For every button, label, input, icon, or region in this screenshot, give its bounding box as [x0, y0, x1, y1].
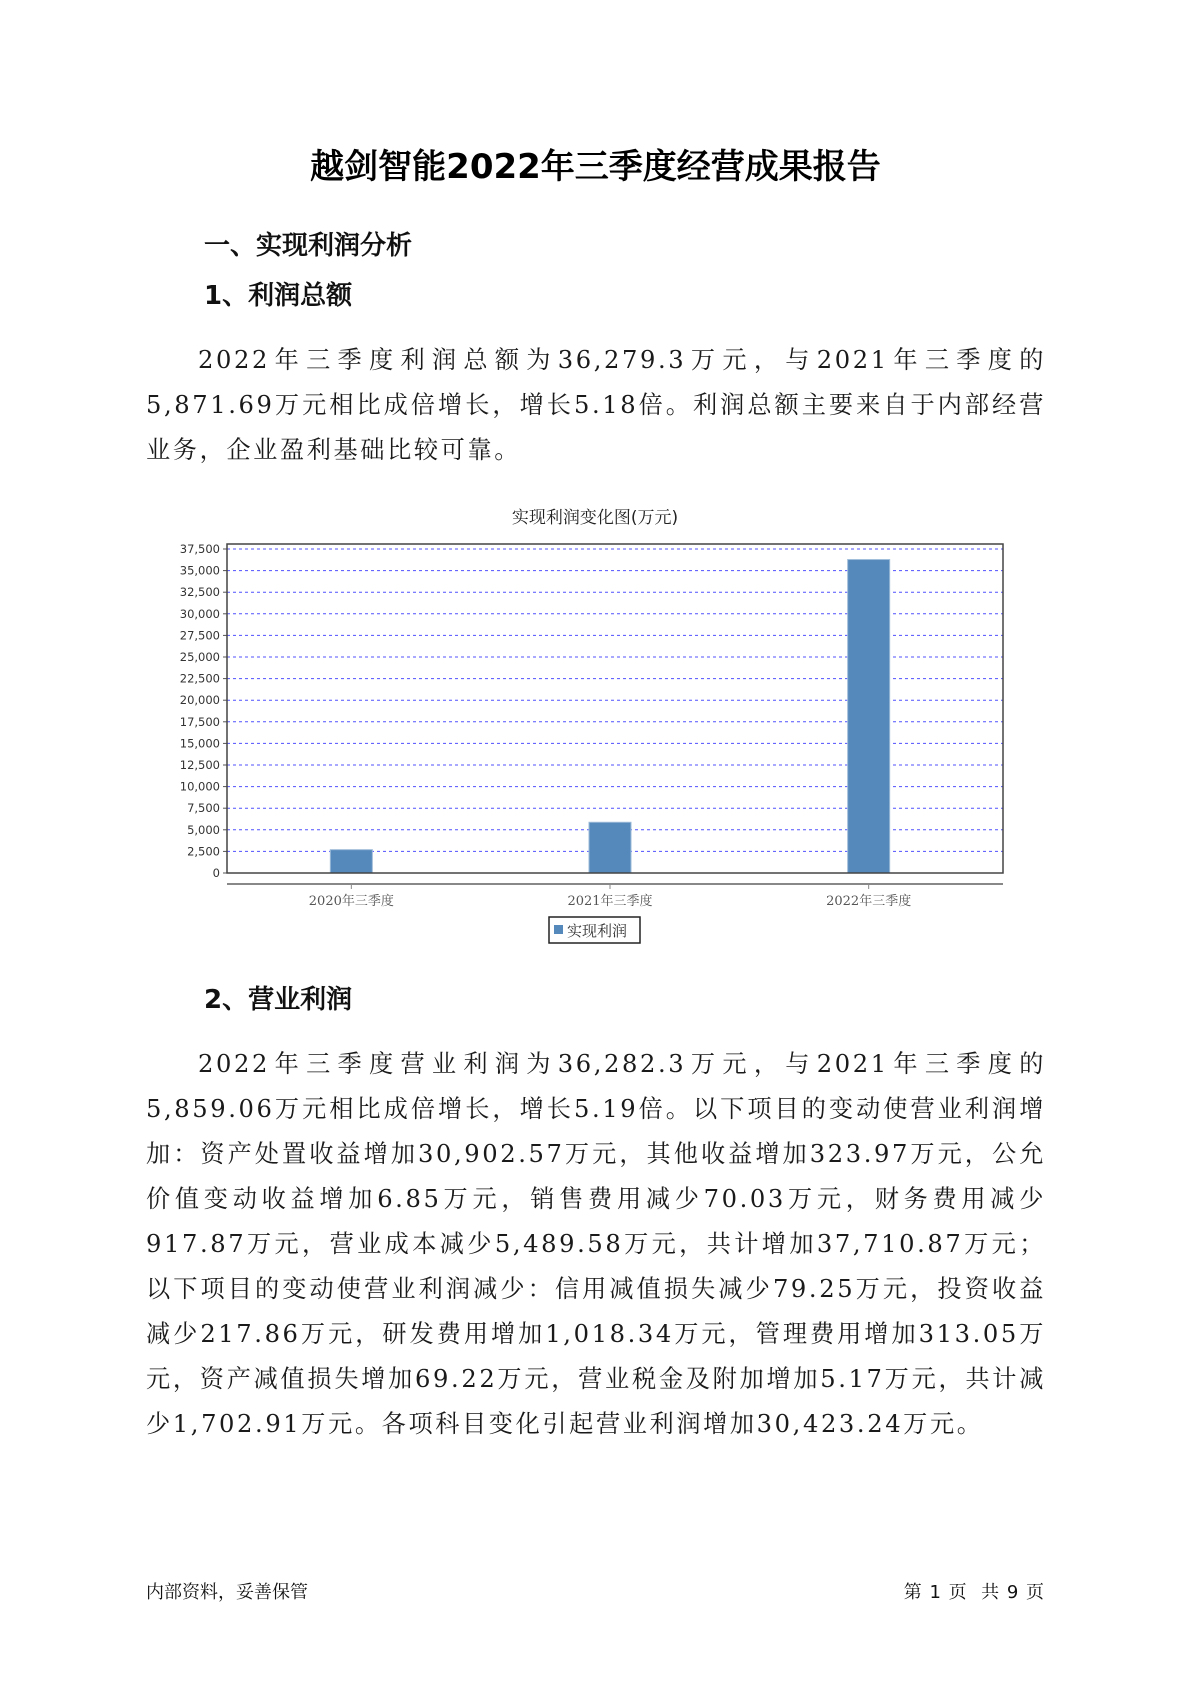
y-tick-label: 0	[212, 866, 220, 880]
bar-3	[848, 560, 890, 873]
x-tick-label: 2022年三季度	[826, 894, 912, 909]
footer-confidential-note: 内部资料，妥善保管	[146, 1582, 308, 1603]
y-tick-label: 30,000	[179, 606, 220, 621]
section-heading-profit-analysis: 一、实现利润分析	[204, 231, 413, 261]
operating-profit-paragraph: 2022年三季度营业利润为36,282.3万元，与2021年三季度的5,859.06万元相比成倍增长，增长5.19倍。以下项目的变动使营业利润增加：资产处置收益增加30,902.57万元，其他收益增加323.97万元，公允价值变动收益增加6.85万元，销售费用减少70.03万元，财务费用减少917.87万元，营业成本减少5,489.58万元，共计增加37,710.87万元；以下项目的变动使营业利润减少：信用减值损失减少79.25万元，投资收益减少217.86万元，研发费用增加1,018.34万元，管理费用增加313.05万元，资产减值损失增加69.22万元，营业税金及附加增加5.17万元，共计减少1,702.91万元。各项科目变化引起营业利润增加30,423.24万元。	[146, 1050, 1046, 1438]
y-tick-label: 20,000	[179, 693, 220, 708]
chart-bars	[330, 560, 889, 873]
x-tick-label: 2021年三季度	[567, 894, 653, 909]
page-current: 1	[929, 1582, 942, 1603]
y-axis-ticks	[180, 542, 227, 880]
total-profit-paragraph: 2022年三季度利润总额为36,279.3万元，与2021年三季度的5,871.69万元相比成倍增长，增长5.18倍。利润总额主要来自于内部经营业务，企业盈利基础比较可靠。	[146, 346, 1046, 464]
y-tick-label: 12,500	[179, 758, 220, 772]
y-tick-label: 37,500	[179, 542, 220, 556]
page-total: 9	[1006, 1582, 1020, 1603]
y-tick-label: 7,500	[187, 801, 220, 816]
y-tick-label: 15,000	[179, 736, 220, 751]
bar-2	[589, 822, 631, 873]
subsection-heading-operating-profit: 2、营业利润	[204, 985, 353, 1015]
y-tick-label: 22,500	[179, 671, 220, 686]
y-tick-label: 17,500	[179, 714, 220, 729]
y-tick-label: 35,000	[179, 563, 220, 578]
subsection-heading-total-profit: 1、利润总额	[204, 281, 353, 311]
y-tick-label: 10,000	[179, 779, 220, 794]
y-tick-label: 2,500	[187, 844, 220, 859]
y-tick-label: 5,000	[187, 822, 220, 837]
legend-swatch	[554, 925, 563, 934]
chart-title: 实现利润变化图(万元)	[511, 508, 679, 528]
x-axis-ticks	[309, 884, 911, 909]
page-prefix: 第	[903, 1582, 923, 1603]
footer-page-number	[904, 1578, 1045, 1604]
chart-legend	[549, 917, 640, 943]
y-tick-label: 25,000	[179, 650, 220, 664]
page-suffix: 页	[1026, 1582, 1045, 1603]
bar-1	[330, 850, 372, 873]
page-mid: 页 共	[948, 1582, 1001, 1603]
y-tick-label: 32,500	[179, 585, 220, 600]
report-title: 越剑智能2022年三季度经营成果报告	[310, 147, 881, 187]
y-tick-label: 27,500	[179, 628, 220, 643]
legend-label: 实现利润	[567, 922, 628, 940]
x-tick-label: 2020年三季度	[308, 894, 394, 909]
